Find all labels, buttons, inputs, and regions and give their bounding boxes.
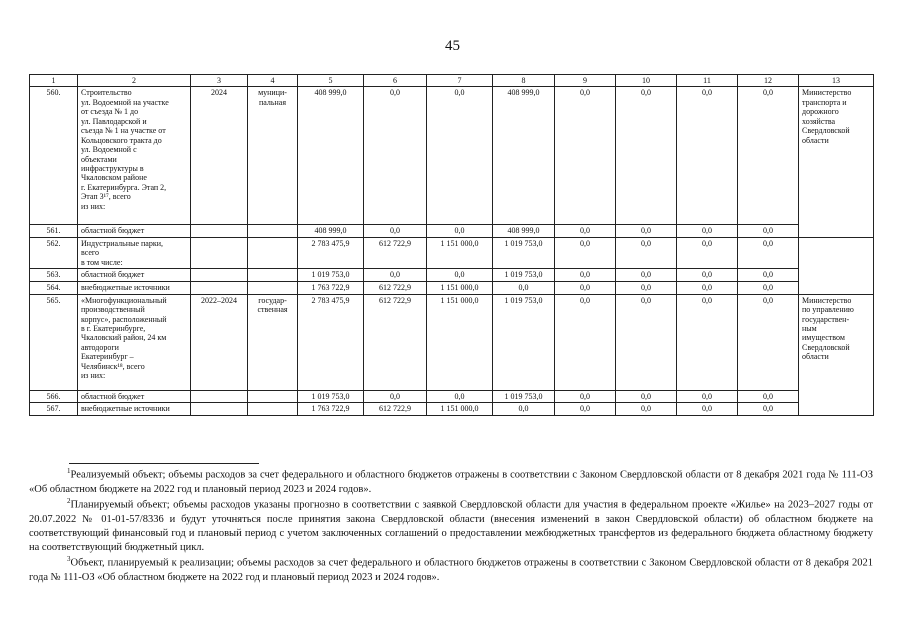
amount-cell: 0,0 bbox=[555, 237, 616, 268]
amount-cell: 0,0 bbox=[738, 294, 799, 390]
amount-cell: 612 722,9 bbox=[364, 294, 427, 390]
column-header: 13 bbox=[799, 75, 874, 87]
footnote-mark: 3 bbox=[67, 555, 71, 564]
page-number: 45 bbox=[445, 38, 460, 54]
amount-cell: 0,0 bbox=[616, 87, 677, 225]
amount-cell: 0,0 bbox=[738, 237, 799, 268]
footnote bbox=[29, 467, 873, 497]
ownership-cell: государ- ственная bbox=[248, 294, 298, 390]
column-header: 8 bbox=[493, 75, 555, 87]
column-header: 9 bbox=[555, 75, 616, 87]
row-name-cell: «Многофункциональный производственный корпус», расположенный в г. Екатеринбурге, Чкаловский район, 24 км автодороги Екатеринбург – Челябинск¹⁸, всего из них: bbox=[78, 294, 191, 390]
row-number-cell: 566. bbox=[30, 390, 78, 402]
amount-cell: 0,0 bbox=[427, 269, 493, 281]
footnote-text: Реализуемый объект; объемы расходов за счет федерального и областного бюджетов отражены в соответствии с Законом Свердловской области от 8 декабря 2021 года № 111-ОЗ «Об областном бюджете на 2022 год и плановый период 2023 и 2024 годов». bbox=[29, 469, 873, 495]
table-row bbox=[30, 294, 874, 390]
amount-cell: 0,0 bbox=[677, 237, 738, 268]
program-table bbox=[29, 74, 874, 416]
ownership-cell bbox=[248, 403, 298, 415]
amount-cell: 0,0 bbox=[555, 281, 616, 294]
amount-cell: 0,0 bbox=[677, 281, 738, 294]
amount-cell: 0,0 bbox=[427, 390, 493, 402]
year-cell bbox=[191, 403, 248, 415]
ownership-cell bbox=[248, 269, 298, 281]
amount-cell: 0,0 bbox=[555, 225, 616, 237]
row-name-cell: областной бюджет bbox=[78, 225, 191, 237]
ownership-cell: муници- пальная bbox=[248, 87, 298, 225]
amount-cell: 0,0 bbox=[616, 237, 677, 268]
row-name-cell: внебюджетные источники bbox=[78, 281, 191, 294]
amount-cell: 0,0 bbox=[616, 225, 677, 237]
amount-cell: 408 999,0 bbox=[493, 87, 555, 225]
table-row bbox=[30, 237, 874, 268]
year-cell bbox=[191, 269, 248, 281]
amount-cell: 0,0 bbox=[493, 281, 555, 294]
row-number-cell: 561. bbox=[30, 225, 78, 237]
amount-cell: 1 019 753,0 bbox=[493, 237, 555, 268]
footnote bbox=[29, 555, 873, 585]
responsible-body-cell: Министерство транспорта и дорожного хозяйства Свердловской области bbox=[799, 87, 874, 237]
ownership-cell bbox=[248, 237, 298, 268]
table-row bbox=[30, 87, 874, 225]
column-header: 12 bbox=[738, 75, 799, 87]
footnotes bbox=[29, 463, 873, 585]
column-header: 5 bbox=[298, 75, 364, 87]
amount-cell: 0,0 bbox=[677, 390, 738, 402]
row-number-cell: 562. bbox=[30, 237, 78, 268]
year-cell: 2024 bbox=[191, 87, 248, 225]
row-number-cell: 564. bbox=[30, 281, 78, 294]
amount-cell: 1 019 753,0 bbox=[298, 390, 364, 402]
year-cell bbox=[191, 390, 248, 402]
column-header: 1 bbox=[30, 75, 78, 87]
amount-cell: 612 722,9 bbox=[364, 403, 427, 415]
amount-cell: 1 151 000,0 bbox=[427, 294, 493, 390]
year-cell bbox=[191, 225, 248, 237]
amount-cell: 0,0 bbox=[364, 225, 427, 237]
amount-cell: 0,0 bbox=[738, 390, 799, 402]
row-number-cell: 560. bbox=[30, 87, 78, 225]
footnote-divider bbox=[69, 463, 259, 464]
table-row bbox=[30, 281, 874, 294]
row-number-cell: 563. bbox=[30, 269, 78, 281]
year-cell bbox=[191, 237, 248, 268]
amount-cell: 0,0 bbox=[364, 87, 427, 225]
amount-cell: 0,0 bbox=[555, 403, 616, 415]
amount-cell: 0,0 bbox=[364, 269, 427, 281]
amount-cell: 612 722,9 bbox=[364, 237, 427, 268]
responsible-body-cell: Министерство по управлению государствен- ным имуществом Свердловской области bbox=[799, 294, 874, 415]
row-name-cell: областной бюджет bbox=[78, 390, 191, 402]
year-cell bbox=[191, 281, 248, 294]
row-name-cell: Строительство ул. Водоемной на участке от съезда № 1 до ул. Павлодарской и съезда № 1 на участке от Кольцовского тракта до ул. Водоемной с объектами инфраструктуры в Чкаловском районе г. Екатеринбурга. Этап 2, Этап 3¹⁷, всего из них: bbox=[78, 87, 191, 225]
ownership-cell bbox=[248, 390, 298, 402]
amount-cell: 0,0 bbox=[677, 87, 738, 225]
column-header: 11 bbox=[677, 75, 738, 87]
header-row bbox=[30, 75, 874, 87]
amount-cell: 1 019 753,0 bbox=[493, 390, 555, 402]
amount-cell: 1 019 753,0 bbox=[493, 269, 555, 281]
ownership-cell bbox=[248, 225, 298, 237]
amount-cell: 0,0 bbox=[616, 281, 677, 294]
amount-cell: 2 783 475,9 bbox=[298, 294, 364, 390]
footnote-mark: 1 bbox=[67, 467, 71, 475]
amount-cell: 408 999,0 bbox=[493, 225, 555, 237]
footnote-mark: 2 bbox=[67, 496, 71, 505]
amount-cell: 0,0 bbox=[555, 269, 616, 281]
year-cell: 2022–2024 bbox=[191, 294, 248, 390]
amount-cell: 2 783 475,9 bbox=[298, 237, 364, 268]
amount-cell: 0,0 bbox=[738, 403, 799, 415]
footnote-text: Планируемый объект; объемы расходов указаны прогнозно в соответствии с заявкой Свердловской области для участия в федеральном проекте «Жилье» на 2023–2027 годы от 20.07.2022 № 01-01-57/8336 и будут уточняться после принятия закона Свердловской области (внесения изменений в закон Свердловской области) об областном бюджете на соответствующий финансовый год и плановый период с учетом заключенных соглашений о предоставлении межбюджетных трансфертов из федерального бюджета областному бюджету на соответствующий бюджетный цикл. bbox=[29, 499, 873, 553]
ownership-cell bbox=[248, 281, 298, 294]
column-header: 4 bbox=[248, 75, 298, 87]
amount-cell: 0,0 bbox=[616, 403, 677, 415]
amount-cell: 0,0 bbox=[677, 225, 738, 237]
amount-cell: 1 019 753,0 bbox=[298, 269, 364, 281]
responsible-body-cell bbox=[799, 237, 874, 294]
column-header: 6 bbox=[364, 75, 427, 87]
amount-cell: 0,0 bbox=[555, 87, 616, 225]
amount-cell: 408 999,0 bbox=[298, 225, 364, 237]
footnote-text: Объект, планируемый к реализации; объемы расходов за счет федерального и областного бюджетов отражены в соответствии с Законом Свердловской области от 8 декабря 2021 года № 111-ОЗ «Об областном бюджете на 2022 год и плановый период 2023 и 2024 годов». bbox=[29, 557, 873, 583]
table-row bbox=[30, 403, 874, 415]
column-header: 7 bbox=[427, 75, 493, 87]
column-header: 2 bbox=[78, 75, 191, 87]
amount-cell: 408 999,0 bbox=[298, 87, 364, 225]
amount-cell: 0,0 bbox=[616, 390, 677, 402]
amount-cell: 0,0 bbox=[738, 87, 799, 225]
row-name-cell: внебюджетные источники bbox=[78, 403, 191, 415]
amount-cell: 0,0 bbox=[738, 225, 799, 237]
amount-cell: 1 763 722,9 bbox=[298, 403, 364, 415]
amount-cell: 0,0 bbox=[677, 269, 738, 281]
amount-cell: 0,0 bbox=[677, 403, 738, 415]
amount-cell: 0,0 bbox=[616, 294, 677, 390]
table-row bbox=[30, 225, 874, 237]
amount-cell: 0,0 bbox=[427, 225, 493, 237]
amount-cell: 0,0 bbox=[555, 294, 616, 390]
amount-cell: 1 019 753,0 bbox=[493, 294, 555, 390]
amount-cell: 612 722,9 bbox=[364, 281, 427, 294]
amount-cell: 1 151 000,0 bbox=[427, 403, 493, 415]
amount-cell: 1 151 000,0 bbox=[427, 281, 493, 294]
amount-cell: 0,0 bbox=[493, 403, 555, 415]
row-number-cell: 565. bbox=[30, 294, 78, 390]
amount-cell: 0,0 bbox=[427, 87, 493, 225]
footnote bbox=[29, 497, 873, 555]
amount-cell: 0,0 bbox=[555, 390, 616, 402]
row-name-cell: областной бюджет bbox=[78, 269, 191, 281]
amount-cell: 1 151 000,0 bbox=[427, 237, 493, 268]
column-header: 3 bbox=[191, 75, 248, 87]
table-row bbox=[30, 269, 874, 281]
column-header: 10 bbox=[616, 75, 677, 87]
row-number-cell: 567. bbox=[30, 403, 78, 415]
amount-cell: 0,0 bbox=[677, 294, 738, 390]
table-row bbox=[30, 390, 874, 402]
amount-cell: 0,0 bbox=[616, 269, 677, 281]
amount-cell: 0,0 bbox=[738, 281, 799, 294]
amount-cell: 1 763 722,9 bbox=[298, 281, 364, 294]
row-name-cell: Индустриальные парки, всего в том числе: bbox=[78, 237, 191, 268]
amount-cell: 0,0 bbox=[364, 390, 427, 402]
amount-cell: 0,0 bbox=[738, 269, 799, 281]
